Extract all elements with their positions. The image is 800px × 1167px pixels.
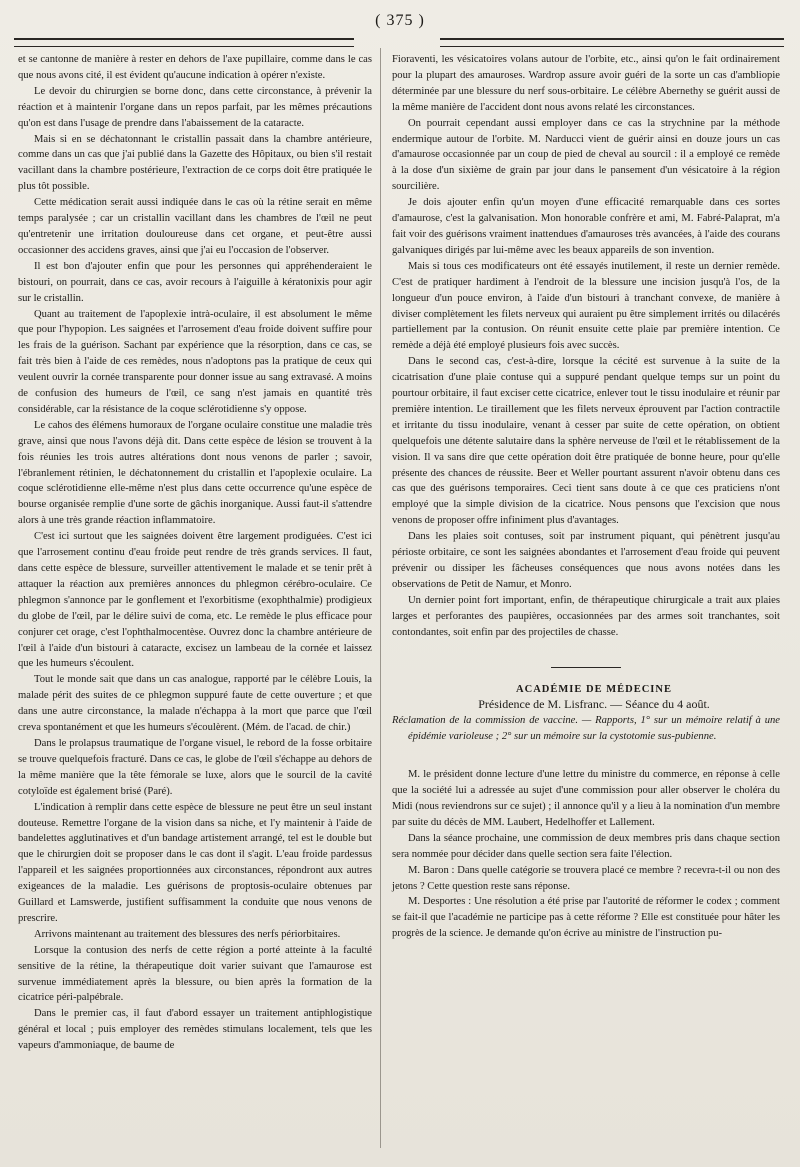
paragraph: Le devoir du chirurgien se borne donc, dans cette circonstance, à prévenir la réaction et à maintenir l'organe dans un repos parfait, par les mêmes précautions qu'on est dans l'usage de prendre dans l'abaissement de la cataracte.: [18, 85, 372, 129]
paragraph: Dans le premier cas, il faut d'abord essayer un traitement antiphlogistique général et local ; puis employer des remèdes stimulans localement, tels que les vapeurs d'ammoniaque, de baume de: [18, 1008, 372, 1052]
page-number: ( 375 ): [375, 12, 425, 29]
paragraph: Quant au traitement de l'apoplexie intrà-oculaire, il est absolument le même que pour l'hypopion. Les saignées et l'arrosement d'eau froide doivent suffire pour les frais de la guérison. Sachant par expérience que la résorption, dans ce cas, se fait très bien à l'aide de ces remèdes, nous n'adoptons pas la pratique de ceux qui veulent ouvrir la cornée transparente pour donner issue au sang extravasé. A moins de confusion des humeurs de l'œil, ce sang n'est jamais en quantité très considérable, car la résistance de la coque sclérotidienne s'y oppose.: [18, 308, 372, 415]
paragraph: Cette médication serait aussi indiquée dans le cas où la rétine serait en même temps paralysée ; car un cristallin vacillant dans les chambres de l'œil ne peut qu'entretenir une irritation douloureuse dans cet organe, et peut-être aussi occasionner des accidens graves, ainsi que j'ai eu l'occasion de l'observer.: [18, 197, 372, 256]
paragraph: et se cantonne de manière à rester en dehors de l'axe pupillaire, comme dans le cas que nous avons cité, il est évident qu'aucune indication à opérer n'existe.: [18, 54, 372, 81]
paragraph: Dans le prolapsus traumatique de l'organe visuel, le rebord de la fosse orbitaire se trouve quelquefois fracturé. Dans ce cas, le globe de l'œil s'échappe au dehors de la même manière que la tête fémorale se luxe, alors que le sourcil de la cavité cotyloïde est également brisé (Paré).: [18, 737, 372, 797]
paragraph: Il est bon d'ajouter enfin que pour les personnes qui appréhenderaient le bistouri, on pourrait, dans ce cas, avoir recours à l'aiguille à kératonixis pour agir sur le cristallin.: [18, 260, 372, 304]
section-separator: [551, 667, 621, 668]
paragraph: Le cahos des élémens humoraux de l'organe oculaire constitue une maladie très grave, ainsi que nous l'avons déjà dit. Dans cette espèce de lésion se trouvent à la fois réunies les trois autres altérations dont nous venons de parler ; savoir, l'ébranlement rétinien, le déchatonnement du cristallin et l'apoplexie oculaire. La coque sclérotidienne elle-même n'est plus dans cette occurrence qu'une espèce de bourse organisée remplie d'une sorte de gâchis inorganique. Aussi faut-il s'attendre alors à une très grande réaction inflammatoire.: [18, 419, 372, 527]
column-divider: [380, 48, 381, 1148]
paragraph: Tout le monde sait que dans un cas analogue, rapporté par le célèbre Louis, la malade périt des suites de ce phlegmon suppuré faute de cette ouverture ; et que dans une autre circonstance, la malade n'échappa à la mort que parce que l'œil creva spontanément et que les humeurs s'écoulèrent. (Mém. de l'acad. de chir.): [18, 674, 372, 734]
paragraph: M. le président donne lecture d'une lettre du ministre du commerce, en réponse à celle que la société lui a adressée au sujet d'une commission pour aller observer le choléra du Midi (nous reviendrons sur ce sujet) ; il annonce qu'il y a lieu à la nomination d'un membre par suite du décès de MM. Laubert, Hedelhoffer et Lallement.: [392, 769, 780, 828]
paragraph: Mais si tous ces modificateurs ont été essayés inutilement, il reste un dernier remède. C'est de pratiquer hardiment à l'endroit de la blessure une incision jusqu'à l'os, de la longueur d'un pouce environ, à l'aide d'un bistouri à tranchant convexe, de manière à diviser complètement les filets nerveux qui auraient pu être simplement irrités ou dilacérés partiellement par la contusion. On réunit ensuite cette plaie par première intention. Ce remède a déjà été employé plusieurs fois avec succès.: [392, 260, 780, 352]
paragraph: Mais si en se déchatonnant le cristallin passait dans la chambre antérieure, comme dans un cas que j'ai publié dans la Gazette des Hôpitaux, ou bien s'il restait vacillant dans la chambre postérieure, l'extraction de ce corps doit être pratiquée le plus tôt possible.: [18, 133, 372, 193]
paragraph: On pourrait cependant aussi employer dans ce cas la strychnine par la méthode endermique autour de l'orbite. M. Narducci vient de guérir ainsi en douze jours un cas d'amaurose occasionnée par un coup de pied de cheval au sourcil : il a employé ce remède à la dose d'un sixième de grain par jour dans le pansement d'un vésicatoire à la région sourcilière.: [392, 117, 780, 193]
paragraph: C'est ici surtout que les saignées doivent être largement prodiguées. C'est ici que l'arrosement continu d'eau froide peut rendre de très grands services. Il faut, dans cette espèce de blessure, surveiller attentivement le malade et se tenir prêt à attaquer la réaction aux premières annonces du phlegmon cérébro-oculaire. Ce phlegmon s'annonce par le gonflement et l'exorbitisme (exophthalmie) prodigieux du globe de l'œil, par le délire suivi de coma, etc. Le remède le plus efficace pour conjurer cet orage, c'est l'ophthalmocentèse. Ouvrez donc la chambre antérieure de l'œil à l'aide d'un bistouri à cataracte, excisez un lambeau de la cornée et laissez que les humeurs s'écoulent.: [18, 531, 372, 670]
paragraph: M. Baron : Dans quelle catégorie se trouvera placé ce membre ? recevra-t-il ou non des jetons ? Cette question reste sans réponse.: [392, 864, 780, 892]
paragraph: M. Desportes : Une résolution a été prise par l'autorité de réformer le codex ; comment se fait-il que l'académie ne participe pas à cette réforme ? Elle est constituée pour hâter les progrès de la science. Je demande qu'on écrive au ministre de l'instruction pu-: [392, 896, 780, 940]
page-header: [0, 8, 800, 38]
session-summary: Réclamation de la commission de vaccine. — Rapports, 1° sur un mémoire relatif à une épidémie varioleuse ; 2° sur un mémoire sur la cystotomie sus-pubienne.: [392, 715, 780, 743]
paragraph: Dans le second cas, c'est-à-dire, lorsque la cécité est survenue à la suite de la cicatrisation d'une plaie contuse qui a suppuré pendant quelque temps sur un point du pourtour orbitaire, il faut exciser cette cicatrice, enlever tout le tissu inodulaire et réunir par première intention. Le tiraillement que les filets nerveux éprouvent par l'action contractile et irritante du tissu inodulaire, venant à cesser par suite de cette opération, on obtient quelquefois une détente salutaire dans la sphère nerveuse de l'œil et le rétablissement de la vision. Il va sans dire que cette opération doit être pratiquée de bonne heure, pour qu'elle présente des chances de réussite. Beer et Weller pourtant assurent n'avoir obtenu dans ces cas que des guérisons temporaires. Ceci tient sans doute à ce que ces praticiens n'ont employé que la simple division de la cicatrice. Nous pensons que l'excision que nous venons de proposer offre infiniment plus d'avantages.: [392, 356, 780, 527]
session-presidence: Présidence de M. Lisfranc. — Séance du 4 août.: [478, 697, 710, 712]
left-column: [18, 52, 372, 1054]
header-rule-right: [440, 38, 784, 47]
paragraph: L'indication à remplir dans cette espèce de blessure ne peut être un seul instant douteuse. Remettre l'organe de la vision dans sa niche, et l'y maintenir à l'aide de bandelettes agglutinatives et d'un bandage artistement arrangé, tel est le double but que le chirurgien doit se proposer dans le cas dont il s'agit. L'eau froide pardessus l'appareil et les saignées proportionnées aux circonstances, répondront aux autres exigeances de la maladie. Les guérisons de proptosis-oculaire obtenues par Guillard et Lamswerde, justifient suffisamment la conduite que nous venons de prescrire.: [18, 801, 372, 924]
paragraph: Fioraventi, les vésicatoires volans autour de l'orbite, etc., ainsi qu'on le fait ordinairement pour la plupart des amauroses. Wardrop assure avoir guéri de la sorte un cas d'ambliopie déterminée par une blessure du nerf sous-orbitaire. Le célèbre Abernethy se guérit aussi de la même manière de l'accident dont nous avons relaté les circonstances.: [392, 54, 780, 113]
paragraph: Dans la séance prochaine, une commission de deux membres pris dans chaque section sera nommée pour décider dans quelle section sera faite l'élection.: [392, 832, 780, 860]
paragraph: Arrivons maintenant au traitement des blessures des nerfs périorbitaires.: [34, 928, 341, 940]
section-title: ACADÉMIE DE MÉDECINE: [516, 683, 672, 695]
header-rule-left: [14, 38, 354, 47]
paragraph: Dans les plaies soit contuses, soit par instrument piquant, qui pénètrent jusqu'au périoste orbitaire, ce sont les saignées abondantes et l'arrosement d'eau froide qui peuvent prévenir ou dissiper les fâcheuses conséquences que nous avons notées dans les observations de Petit de Namur, et Monro.: [392, 531, 780, 590]
right-column: [392, 52, 780, 942]
paragraph: Lorsque la contusion des nerfs de cette région a porté atteinte à la faculté sensitive de la rétine, la thérapeutique doit varier suivant que l'amaurose est survenue immédiatement après la blessure, ou bien après la formation de la cicatrice péri-palpébrale.: [18, 944, 372, 1004]
paragraph: Je dois ajouter enfin qu'un moyen d'une efficacité remarquable dans ces sortes d'amaurose, c'est la galvanisation. Mon honorable confrère et ami, M. Fabré-Palaprat, m'a fait voir des guérisons vraiment inattendues d'amauroses très avancées, à l'aide des courans galvaniques dirigés par lui-même avec les beaux appareils de son invention.: [392, 197, 780, 256]
paragraph: Un dernier point fort important, enfin, de thérapeutique chirurgicale a trait aux plaies larges et perforantes des paupières, occasionnées par des armes soit tranchantes, soit contondantes, soit enfin par des projectiles de chasse.: [392, 594, 780, 638]
